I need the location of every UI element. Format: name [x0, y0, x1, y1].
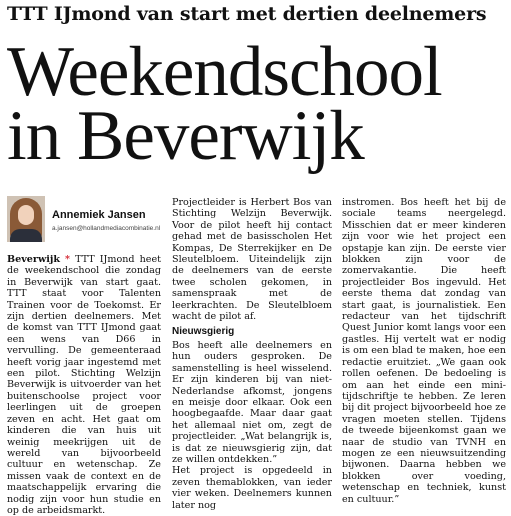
paragraph: Het project is opgedeeld in zeven themablokken, van ieder vier weken. Deelnemers kunnen later nog	[172, 465, 332, 511]
paragraph: Bos heeft alle deelnemers en hun ouders gesproken. De samenstelling is heel wisselend. Er zijn kinderen bij van niet-Nederlandse afkomst, jongens en meisje door elkaar. Ook een hoogbegaafde. Maar daar gaat het allemaal niet om, zegt de projectleider. „Wat belangrijk is, is dat ze nieuwsgierig zijn, dat ze willen ontdekken.”	[172, 339, 332, 465]
paragraph: Projectleider is Herbert Bos van Stichting Welzijn Beverwijk. Voor de pilot heeft hij contact gehad met de basisscholen Het Kompas, De Sterrekijker en De Sleutelbloem. Uiteindelijk zijn de deelnemers van de eerste twee scholen gekomen, in samenspraak met de leerkrachten. De Sleutelbloem wacht de pilot af.	[172, 197, 332, 323]
author-email: a.jansen@hollandmediacombinatie.nl	[52, 225, 161, 232]
star-icon: *	[65, 254, 71, 265]
byline	[7, 196, 162, 242]
lead-text: TTT IJmond heet de weekendschool die zondag in Beverwijk van start gaat. TTT staat voor Talenten Trainen voor de Toekomst. Er zijn dertien deelnemers. Met de komst van TTT IJmond gaat een wens van D66 in vervulling. De gemeenteraad heeft vorig jaar ingestemd met een pilot. Stichting Welzijn Beverwijk is uitvoerder van het buitenschoolse project voor leerlingen uit de groepen zeven en acht. Het gaat om kinderen die van huis uit weinig meekrijgen uit de wereld van bijvoorbeeld cultuur en wetenschap. Ze missen vaak de context en de maatschappelijk ervaring die nodig zijn voor hun studie en op de arbeidsmarkt.	[7, 254, 161, 516]
article-column-2	[172, 197, 332, 511]
author-photo	[7, 196, 45, 242]
headline-line-2: in Beverwijk	[7, 97, 364, 175]
headline	[7, 33, 442, 175]
subheading: Nieuwsgierig	[172, 326, 235, 338]
paragraph: instromen. Bos heeft het bij de sociale teams neergelegd. Misschien dat er meer kinderen zijn voor wie het project een opstapje kan zijn. De eerste vier blokken zijn voor de zomervakantie. Die heeft projectleider Bos ingevuld. Het eerste thema dat zondag van start gaat, is journalistiek. Een redacteur van het tijdschrift Quest Junior komt langs voor een gastles. Hij vertelt wat er nodig is om een blad te maken, hoe een redactie eruitziet. „We gaan ook rollen oefenen. De bedoeling is om aan het einde een mini-tijdschriftje te hebben. Ze leren bij dit project bijvoorbeeld hoe ze vragen moeten stellen. Tijdens de tweede bijeenkomst gaan we naar de studio van TVNH en mogen ze een nieuwsuitzending bijwonen. Daarna hebben we blokken over voeding, wetenschap en techniek, kunst en cultuur.”	[342, 197, 506, 505]
kicker: TTT IJmond van start met dertien deelnemers	[7, 3, 487, 25]
author-name: Annemiek Jansen	[52, 209, 146, 221]
headline-line-1: Weekendschool	[7, 33, 442, 111]
article-column-3	[342, 197, 506, 505]
dateline: Beverwijk	[7, 254, 60, 265]
